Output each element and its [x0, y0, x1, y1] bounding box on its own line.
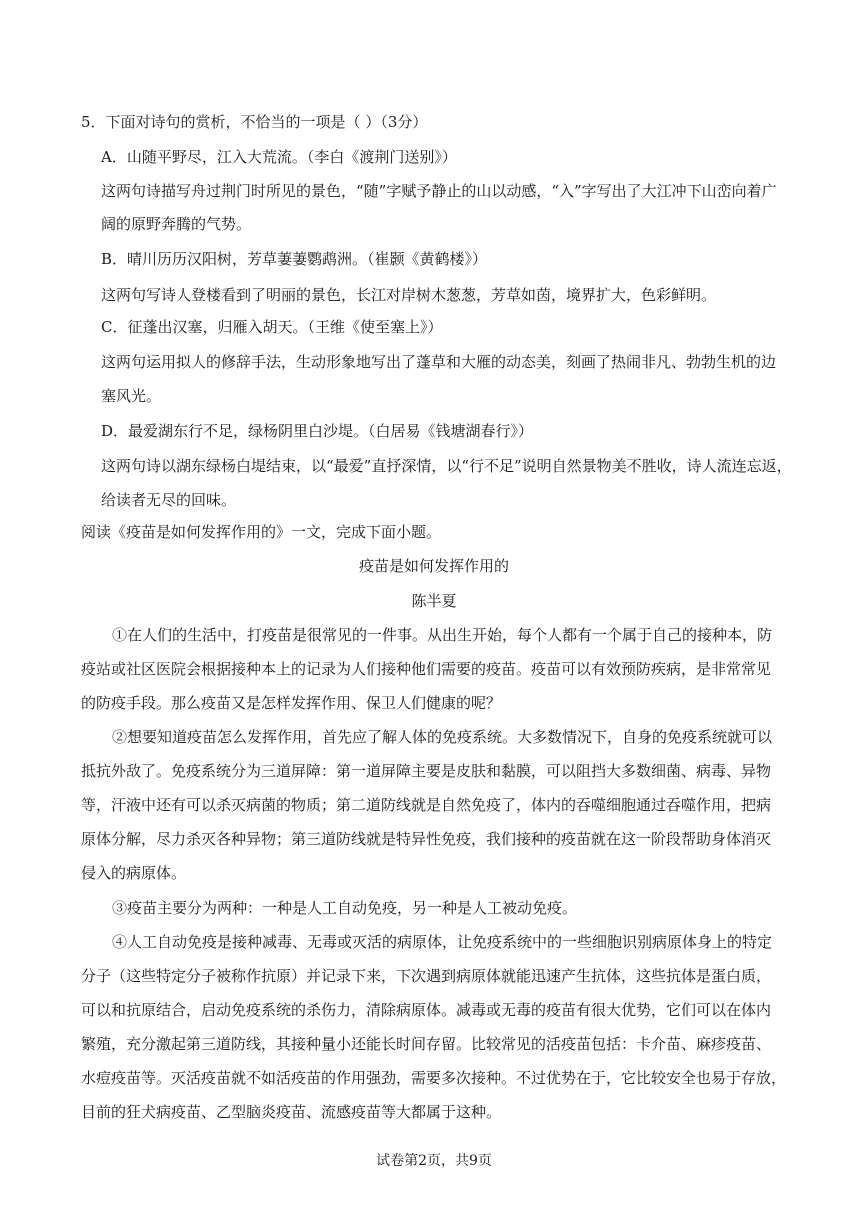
- paragraph-1-line: ①在人们的生活中，打疫苗是很常见的一件事。从出生开始，每个人都有一个属于自己的接种本，防: [112, 626, 773, 644]
- reading-instruction: 阅读《疫苗是如何发挥作用的》一文，完成下面小题。: [81, 523, 442, 541]
- paragraph-4-line: 可以和抗原结合，启动免疫系统的杀伤力，清除病原体。减毒或无毒的疫苗有很大优势，它们可以在体内: [81, 1001, 772, 1019]
- option-d-explanation-line: 给读者无尽的回味。: [101, 491, 237, 509]
- paragraph-2-line: 等，汗液中还有可以杀灭病菌的物质；第二道防线就是自然免疫了，体内的吞噬细胞通过吞噬作用，把病: [81, 796, 772, 814]
- page-footer: 试卷第2页，共9页: [376, 1153, 492, 1169]
- option-c-label: C．征蓬出汉塞，归雁入胡天。（王维《使至塞上》）: [101, 318, 443, 336]
- paragraph-1-line: 的防疫手段。那么疫苗又是怎样发挥作用、保卫人们健康的呢？: [81, 694, 502, 712]
- paragraph-4-line: 水痘疫苗等。灭活疫苗就不如活疫苗的作用强劲，需要多次接种。不过优势在于，它比较安全也易于存放，: [81, 1069, 787, 1087]
- paragraph-1-line: 疫站或社区医院会根据接种本上的记录为人们接种他们需要的疫苗。疫苗可以有效预防疾病，是非常常见: [81, 660, 772, 678]
- option-a-explanation-line: 阔的原野奔腾的气势。: [101, 215, 252, 233]
- option-d-explanation-line: 这两句诗以湖东绿杨白堤结束，以“最爱”直抒深情，以“行不足”说明自然景物美不胜收，诗人流连忘返，: [101, 457, 792, 475]
- paragraph-3-line: ③疫苗主要分为两种：一种是人工自动免疫，另一种是人工被动免疫。: [112, 899, 578, 917]
- paragraph-4-line: ④人工自动免疫是接种减毒、无毒或灭活的病原体，让免疫系统中的一些细胞识别病原体身上的特定: [112, 933, 773, 951]
- option-a-explanation-line: 这两句诗描写舟过荆门时所见的景色，“随”字赋予静止的山以动感，“入”字写出了大江冲下山峦向着广: [101, 182, 777, 200]
- option-b-label: B．晴川历历汉阳树，芳草萋萋鹦鹉洲。（崔颢《黄鹤楼》）: [101, 250, 488, 268]
- option-a-label: A．山随平野尽，江入大荒流。（李白《渡荆门送别》）: [101, 148, 457, 166]
- article-title: 疫苗是如何发挥作用的: [358, 557, 509, 575]
- paragraph-2-line: 抵抗外敌了。免疫系统分为三道屏障：第一道屏障主要是皮肤和黏膜，可以阻挡大多数细菌、病毒、异物: [81, 762, 772, 780]
- paragraph-2-line: 侵入的病原体。: [81, 864, 187, 882]
- paragraph-2-line: 原体分解，尽力杀灭各种异物；第三道防线就是特异性免疫，我们接种的疫苗就在这一阶段帮助身体消灭: [81, 830, 772, 848]
- option-c-explanation-line: 这两句运用拟人的修辞手法，生动形象地写出了蓬草和大雁的动态美，刻画了热闹非凡、勃勃生机的边: [101, 353, 777, 371]
- paragraph-4-line: 繁殖，充分激起第三道防线，其接种量小还能长时间存留。比较常见的活疫苗包括：卡介苗、麻疹疫苗、: [81, 1035, 772, 1053]
- paragraph-4-line: 分子（这些特定分子被称作抗原）并记录下来，下次遇到病原体就能迅速产生抗体，这些抗体是蛋白质，: [81, 967, 772, 985]
- option-b-explanation-line: 这两句写诗人登楼看到了明丽的景色，长江对岸树木葱葱，芳草如茵，境界扩大，色彩鲜明。: [101, 286, 717, 304]
- paragraph-2-line: ②想要知道疫苗怎么发挥作用，首先应了解人体的免疫系统。大多数情况下，自身的免疫系统就可以: [112, 728, 773, 746]
- option-c-explanation-line: 塞风光。: [101, 387, 162, 405]
- option-d-label: D．最爱湖东行不足，绿杨阴里白沙堤。（白居易《钱塘湖春行》）: [101, 422, 534, 440]
- paragraph-4-line: 目前的狂犬病疫苗、乙型脑炎疫苗、流感疫苗等大都属于这种。: [81, 1103, 502, 1121]
- question-stem: 5．下面对诗句的赏析，不恰当的一项是（ ）（3分）: [81, 113, 428, 131]
- article-author: 陈半夏: [411, 592, 457, 610]
